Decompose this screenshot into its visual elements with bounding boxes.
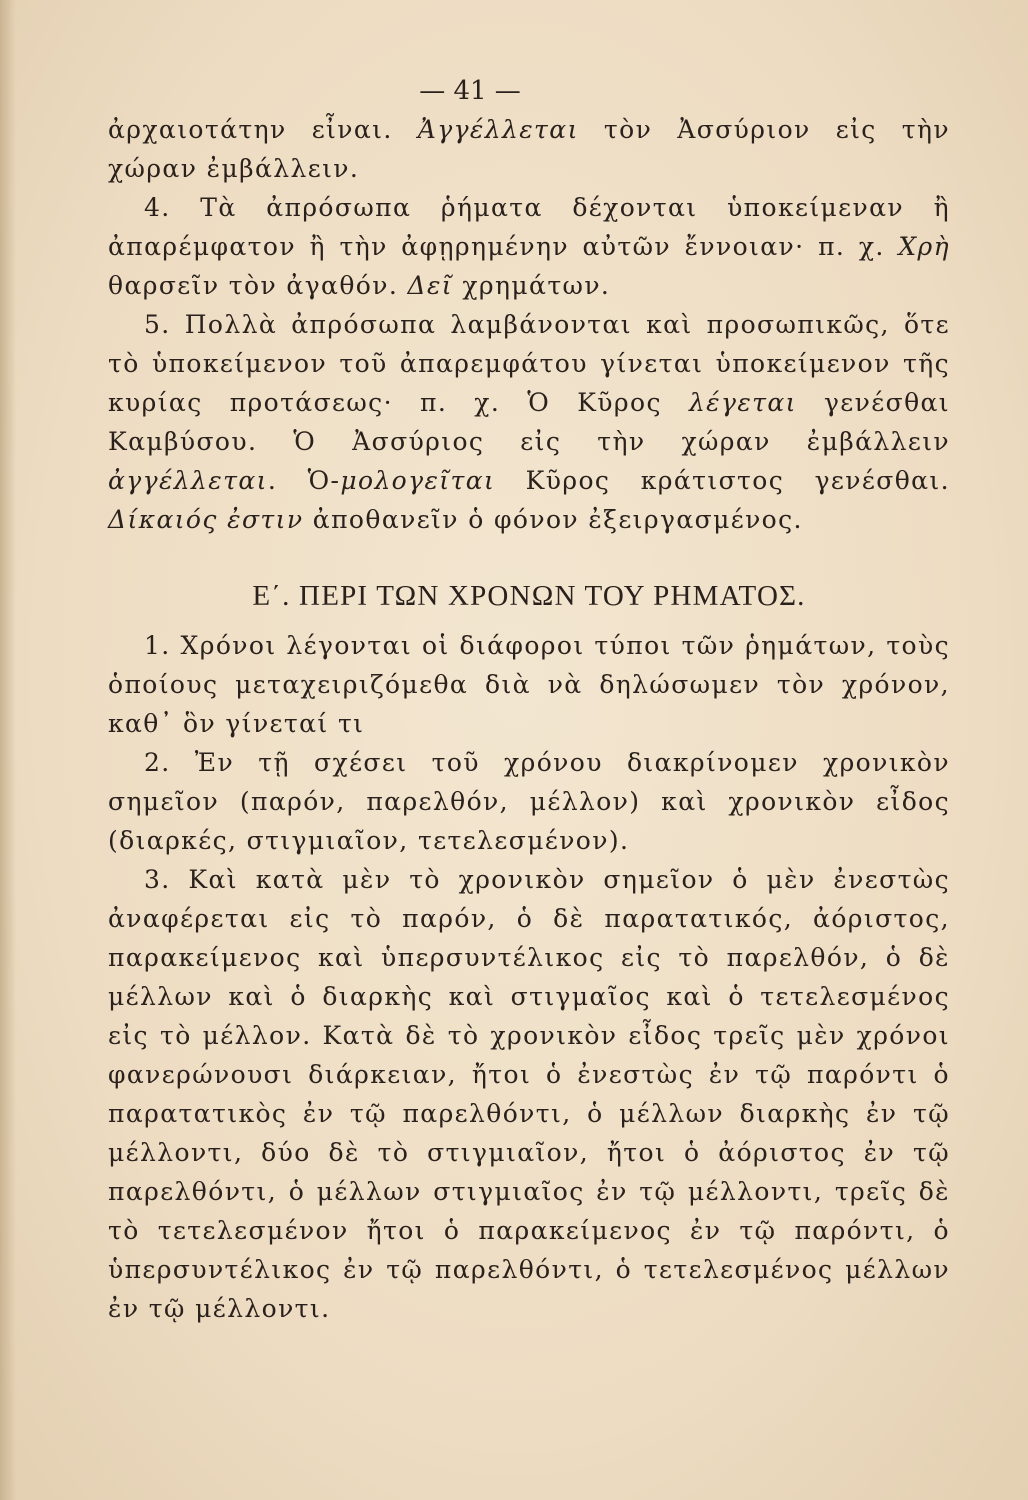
italic-example: Δεῖ (407, 271, 454, 300)
paragraph-continuation: ἀρχαιοτάτην εἶναι. Ἀγγέλλεται τὸν Ἀσσύριον εἰς τὴν χώραν ἐμβάλλειν. (108, 115, 950, 183)
paragraph-4: 4. Τὰ ἀπρόσωπα ῥήματα δέχονται ὑποκείμεναν ἢ ἀπαρέμφατον ἢ τὴν ἀφῃρημένην αὐτῶν ἔννοιαν· π. χ. Χρὴ θαρσεῖν τὸν ἀγαθόν. Δεῖ χρημάτων. (108, 193, 950, 300)
section-paragraph-1: 1. Χρόνοι λέγονται οἱ διάφοροι τύποι τῶν ῥημάτων, τοὺς ὁποίους μεταχειριζόμεθα διὰ νὰ δηλώσωμεν τὸν χρόνον, καθ᾽ ὃν γίνεταί τι (108, 631, 950, 738)
page-body (108, 110, 950, 1328)
italic-example: μολογεῖται (340, 466, 496, 495)
section-heading: Ε΄. ΠΕΡΙ ΤΩΝ ΧΡΟΝΩΝ ΤΟΥ ΡΗΜΑΤΟΣ. (252, 580, 806, 612)
page-spine-shadow (0, 0, 16, 1500)
paragraph-5: 5. Πολλὰ ἀπρόσωπα λαμβάνονται καὶ προσωπικῶς, ὅτε τὸ ὑποκείμενον τοῦ ἀπαρεμφάτου γίνεται ὑποκείμενον τῆς κυρίας προτάσεως· π. χ. Ὁ Κῦρος λέγεται γενέσθαι Καμβύσου. Ὁ Ἀσσύριος εἰς τὴν χώραν ἐμβάλλειν ἀγγέλλεται. Ὁ-μολογεῖται Κῦρος κράτιστος γενέσθαι. Δίκαιός ἐστιν ἀποθανεῖν ὁ φόνον ἐξειργασμένος. (108, 310, 951, 534)
page-number: — 41 — (419, 76, 521, 106)
italic-example: ἀγγέλλεται (108, 466, 268, 495)
section-paragraph-2: 2. Ἐν τῇ σχέσει τοῦ χρόνου διακρίνομεν χρονικὸν σημεῖον (παρόν, παρελθόν, μέλλον) καὶ χρονικὸν εἶδος (διαρκές, στιγμιαῖον, τετελεσμένον). (108, 748, 950, 855)
italic-example: λέγεται (688, 388, 797, 417)
italic-example: Χρὴ (898, 232, 950, 261)
italic-example: Ἀγγέλλεται (417, 115, 579, 144)
section-paragraph-3: 3. Καὶ κατὰ μὲν τὸ χρονικὸν σημεῖον ὁ μὲν ἐνεστὼς ἀναφέρεται εἰς τὸ παρόν, ὁ δὲ παρατατικός, ἀόριστος, παρακείμενος καὶ ὑπερσυντέλικος εἰς τὸ παρελθόν, ὁ δὲ μέλλων καὶ ὁ διαρκὴς καὶ στιγμαῖος καὶ ὁ τετελεσμένος εἰς τὸ μέλλον. Κατὰ δὲ τὸ χρονικὸν εἶδος τρεῖς μὲν χρόνοι φανερώνουσι διάρκειαν, ἤτοι ὁ ἐνεστὼς ἐν τῷ παρόντι ὁ παρατατικὸς ἐν τῷ παρελθόντι, ὁ μέλλων διαρκὴς ἐν τῷ μέλλοντι, δύο δὲ τὸ στιγμιαῖον, ἤτοι ὁ ἀόριστος ἐν τῷ παρελθόντι, ὁ μέλλων στιγμιαῖος ἐν τῷ μέλλοντι, τρεῖς δὲ τὸ τετελεσμένον ἤτοι ὁ παρακείμενος ἐν τῷ παρόντι, ὁ ὑπερσυντέλικος ἐν τῷ παρελθόντι, ὁ τετελεσμένος μέλλων ἐν τῷ μέλλοντι. (108, 865, 950, 1323)
italic-example: Δίκαιός ἐστιν (108, 505, 304, 534)
